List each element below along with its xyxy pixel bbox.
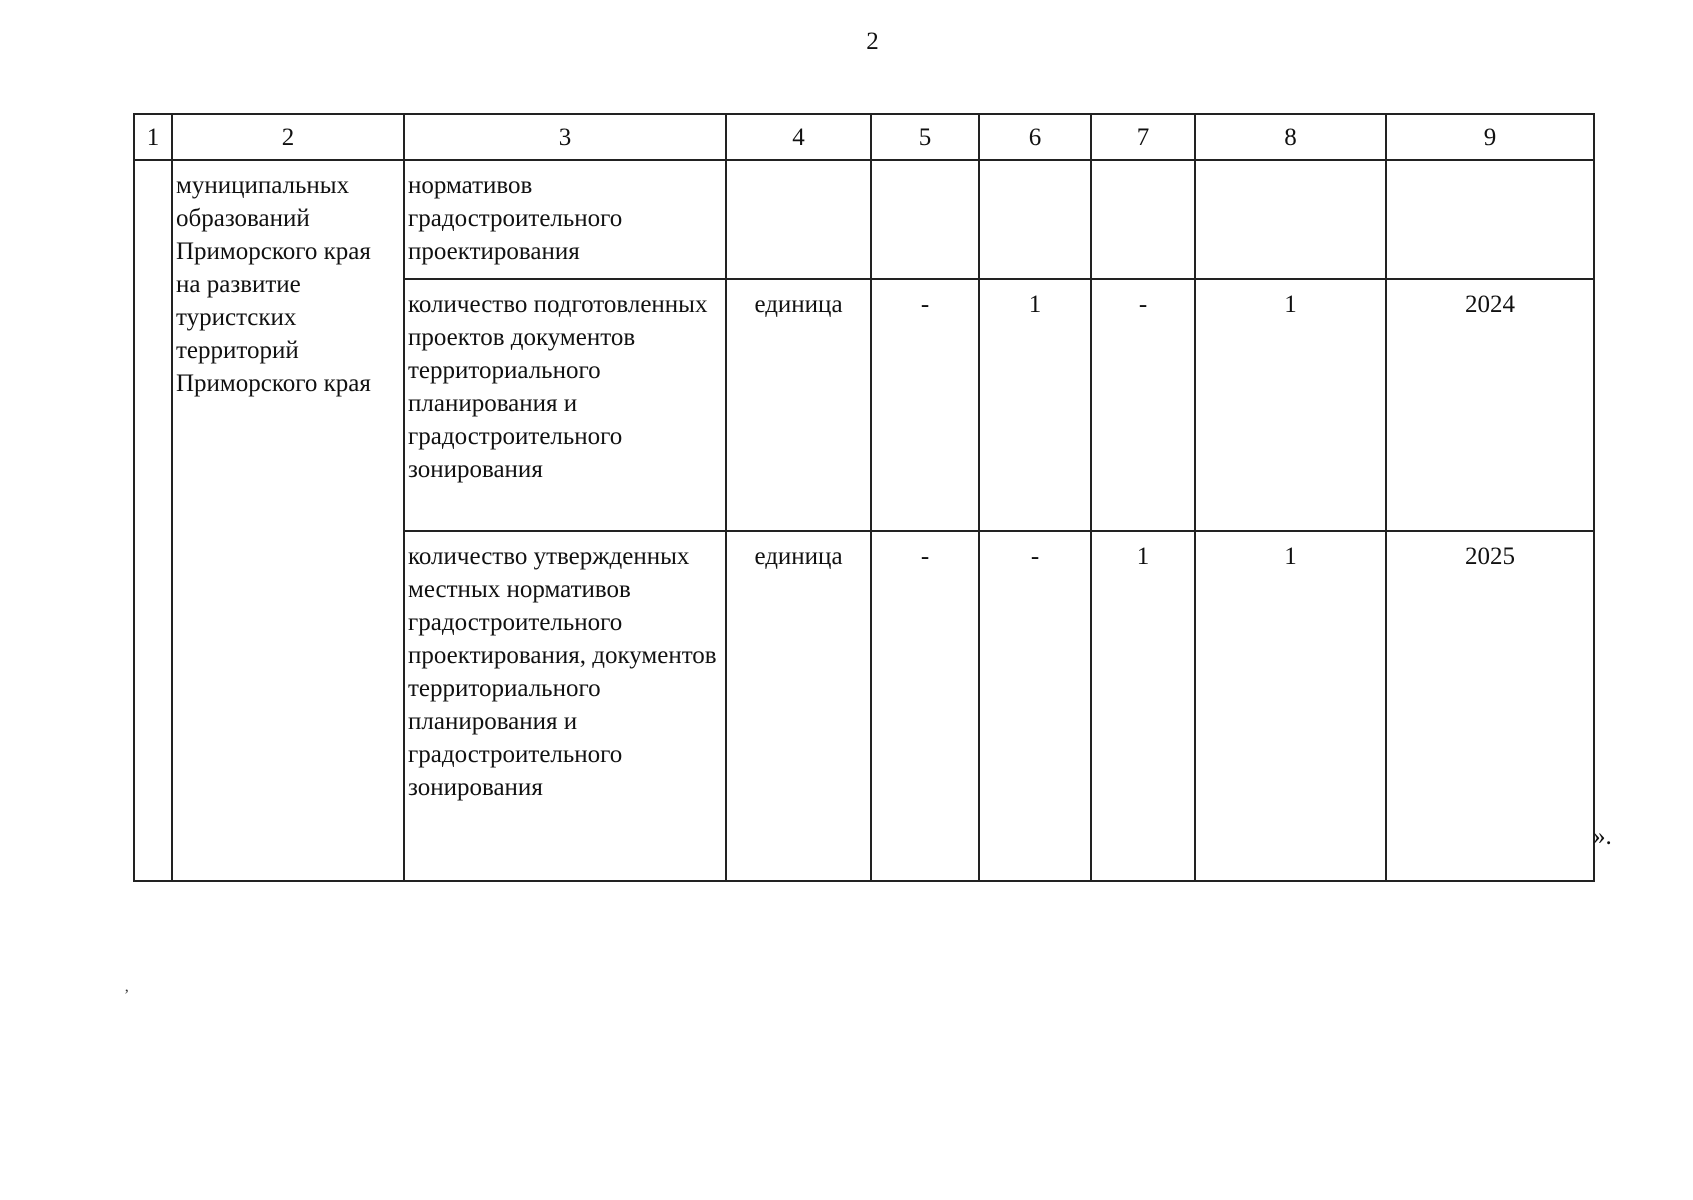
indicators-table <box>133 113 1595 882</box>
indicator-cell: количество утвержденных местных нормативов градостроительного проектирования, документов территориального планирования и градостроительного зонирования <box>404 531 726 881</box>
closing-quote: ». <box>1593 823 1612 850</box>
header-cell: 3 <box>404 114 726 160</box>
indicator-cell: нормативов градостроительного проектирования <box>404 160 726 279</box>
header-cell: 6 <box>979 114 1091 160</box>
header-cell: 8 <box>1195 114 1386 160</box>
table-row <box>134 160 1594 279</box>
unit-cell: единица <box>726 531 871 881</box>
header-cell: 9 <box>1386 114 1594 160</box>
program-name-cell: муниципальных образований Приморского края на развитие туристских территорий Приморского края <box>172 160 404 881</box>
unit-cell <box>726 160 871 279</box>
value-cell: - <box>871 531 979 881</box>
value-cell <box>1091 160 1195 279</box>
value-cell: 1 <box>1195 279 1386 531</box>
row-number-cell <box>134 160 172 881</box>
header-cell: 4 <box>726 114 871 160</box>
unit-cell: единица <box>726 279 871 531</box>
stray-mark: ‚ <box>124 978 130 995</box>
header-cell: 7 <box>1091 114 1195 160</box>
year-cell: 2024 <box>1386 279 1594 531</box>
indicator-cell: количество подготовленных проектов документов территориального планирования и градостроительного зонирования <box>404 279 726 531</box>
value-cell: - <box>979 531 1091 881</box>
value-cell: - <box>871 279 979 531</box>
table-header-row <box>134 114 1594 160</box>
year-cell: 2025 <box>1386 531 1594 881</box>
header-cell: 5 <box>871 114 979 160</box>
page-number: 2 <box>866 28 879 55</box>
value-cell: - <box>1091 279 1195 531</box>
value-cell <box>1195 160 1386 279</box>
header-cell: 1 <box>134 114 172 160</box>
value-cell <box>871 160 979 279</box>
value-cell: 1 <box>979 279 1091 531</box>
value-cell: 1 <box>1195 531 1386 881</box>
value-cell <box>979 160 1091 279</box>
header-cell: 2 <box>172 114 404 160</box>
value-cell: 1 <box>1091 531 1195 881</box>
year-cell <box>1386 160 1594 279</box>
